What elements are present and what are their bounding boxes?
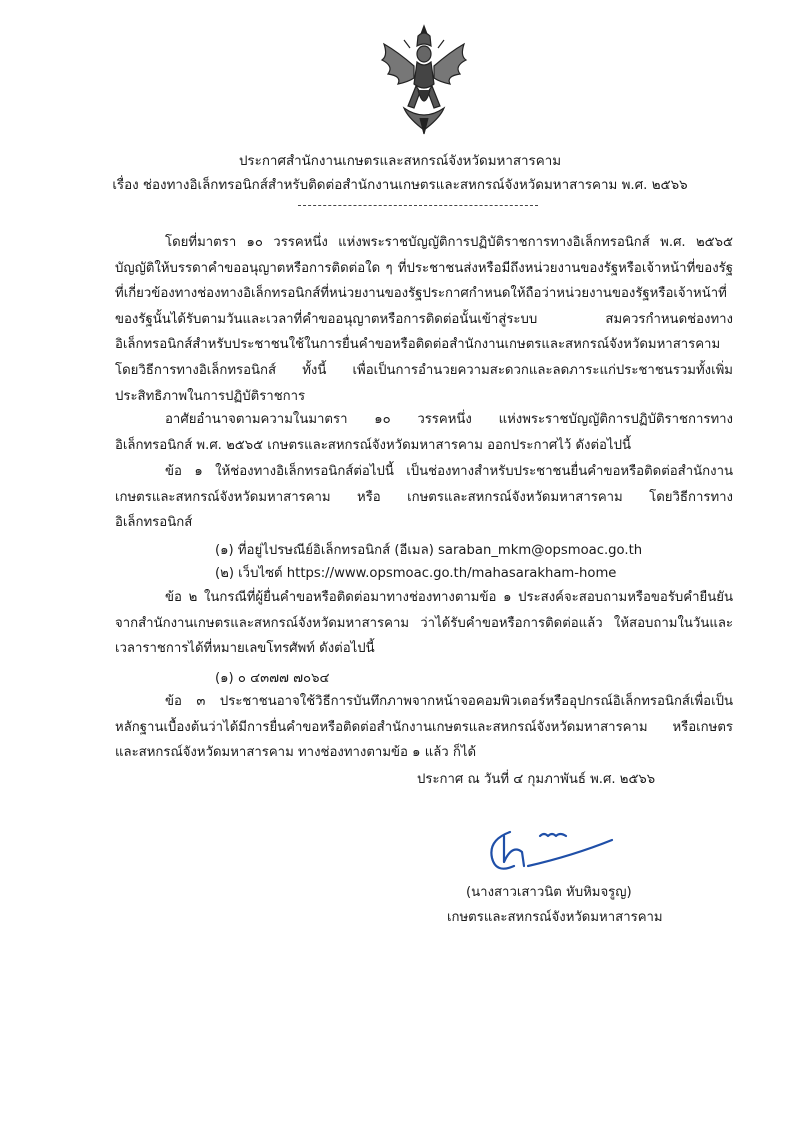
announcement-title: ประกาศสำนักงานเกษตรและสหกรณ์จังหวัดมหาสารคาม [238, 154, 562, 169]
paragraph-authority: อาศัยอำนาจตามความในมาตรา ๑๐ วรรคหนึ่ง แห่งพระราชบัญญัติการปฏิบัติราชการทางอิเล็กทรอนิกส์ พ.ศ. ๒๕๖๕ เกษตรและสหกรณ์จังหวัดมหาสารคาม ออกประกาศไว้ ดังต่อไปนี้ [115, 412, 733, 453]
title-divider [298, 205, 538, 206]
channel-website: (๒) เว็บไซต์ https://www.opsmoac.go.th/mahasarakham-home [215, 566, 617, 581]
paragraph-preamble: โดยที่มาตรา ๑๐ วรรคหนึ่ง แห่งพระราชบัญญัติการปฏิบัติราชการทางอิเล็กทรอนิกส์ พ.ศ. ๒๕๖๕ บัญญัติให้บรรดาคำขออนุญาตหรือการติดต่อใด ๆ ที่ประชาชนส่งหรือมีถึงหน่วยงานของรัฐหรือเจ้าหน้าที่ของรัฐที่เกี่ยวข้องทางช่องทางอิเล็กทรอนิกส์ที่หน่วยงานของรัฐประกาศกำหนดให้ถือว่าหน่วยงานของรัฐหรือเจ้าหน้าที่ของรัฐนั้นได้รับตามวันและเวลาที่คำขออนุญาตหรือการติดต่อนั้นเข้าสู่ระบบ สมควรกำหนดช่องทางอิเล็กทรอนิกส์สำหรับประชาชนใช้ในการยื่นคำขอหรือติดต่อสำนักงานเกษตรและสหกรณ์จังหวัดมหาสารคาม โดยวิธีการทางอิเล็กทรอนิกส์ ทั้งนี้ เพื่อเป็นการอำนวยความสะดวกและลดภาระแก่ประชาชนรวมทั้งเพิ่มประสิทธิภาพในการปฏิบัติราชการ [115, 235, 733, 404]
announcement-subject: เรื่อง ช่องทางอิเล็กทรอนิกส์สำหรับติดต่อสำนักงานเกษตรและสหกรณ์จังหวัดมหาสารคาม พ.ศ. ๒๕๖๖ [112, 178, 688, 193]
garuda-emblem-icon [374, 22, 474, 137]
signer-position: เกษตรและสหกรณ์จังหวัดมหาสารคาม [447, 910, 663, 925]
paragraph-clause-1: ข้อ ๑ ให้ช่องทางอิเล็กทรอนิกส์ต่อไปนี้ เป็นช่องทางสำหรับประชาชนยื่นคำขอหรือติดต่อสำนักงานเกษตรและสหกรณ์จังหวัดมหาสารคาม หรือ เกษตรและสหกรณ์จังหวัดมหาสารคาม โดยวิธีการทางอิเล็กทรอนิกส์ [115, 464, 733, 531]
channel-email: (๑) ที่อยู่ไปรษณีย์อิเล็กทรอนิกส์ (อีเมล) saraban_mkm@opsmoac.go.th [215, 543, 643, 558]
announcement-date: ประกาศ ณ วันที่ ๔ กุมภาพันธ์ พ.ศ. ๒๕๖๖ [417, 772, 656, 787]
contact-phone: (๑) ๐ ๔๓๗๗ ๗๐๖๔ [215, 671, 330, 686]
paragraph-clause-3: ข้อ ๓ ประชาชนอาจใช้วิธีการบันทึกภาพจากหน้าจอคอมพิวเตอร์หรืออุปกรณ์อิเล็กทรอนิกส์เพื่อเป็นหลักฐานเบื้องต้นว่าได้มีการยื่นคำขอหรือติดต่อสำนักงานเกษตรและสหกรณ์จังหวัดมหาสารคาม หรือเกษตรและสหกรณ์จังหวัดมหาสารคาม ทางช่องทางตามข้อ ๑ แล้ว ก็ได้ [115, 694, 733, 761]
paragraph-clause-2: ข้อ ๒ ในกรณีที่ผู้ยื่นคำขอหรือติดต่อมาทางช่องทางตามข้อ ๑ ประสงค์จะสอบถามหรือขอรับคำยืนยันจากสำนักงานเกษตรและสหกรณ์จังหวัดมหาสารคาม ว่าได้รับคำขอหรือการติดต่อแล้ว ให้สอบถามในวันและเวลาราชการได้ที่หมายเลขโทรศัพท์ ดังต่อไปนี้ [115, 590, 733, 657]
signature-icon [482, 822, 622, 882]
signer-name: (นางสาวเสาวนิต หับหิมจรูญ) [466, 885, 632, 900]
